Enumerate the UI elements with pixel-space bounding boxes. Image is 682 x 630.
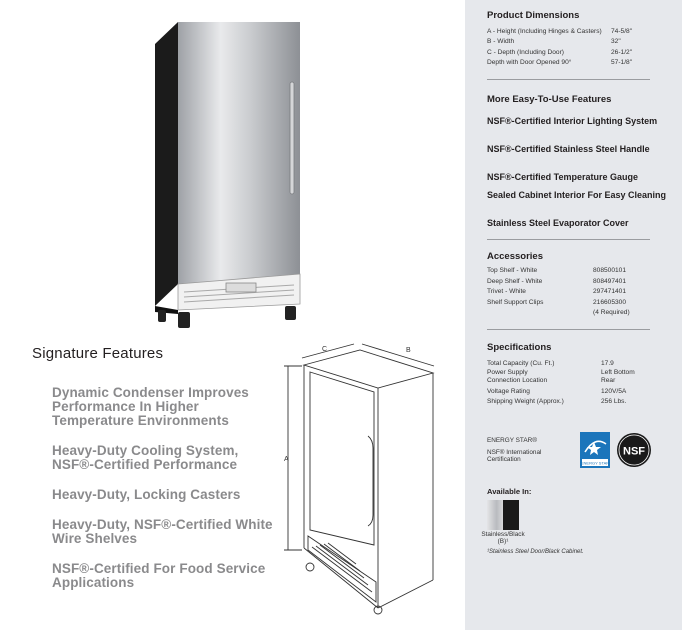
accessory-row xyxy=(487,308,645,319)
finish-footnote: ¹Stainless Steel Door/Black Cabinet. xyxy=(487,549,584,555)
spec-row xyxy=(487,369,657,378)
dimension-value: 32" xyxy=(611,38,621,46)
dimension-value: 26-1/2" xyxy=(611,48,633,56)
dimension-label: A - Height (Including Hinges & Casters) xyxy=(487,28,602,35)
accessory-note: (4 Required) xyxy=(593,309,630,317)
nsf-logo-text: NSF xyxy=(623,445,645,458)
accessory-part-number: 808497401 xyxy=(593,277,627,285)
spec-value: 120V/5A xyxy=(601,387,627,395)
easy-feature-item: NSF®-Certified Interior Lighting System xyxy=(487,116,658,126)
spec-label: Total Capacity (Cu. Ft.) xyxy=(487,360,555,367)
spec-value: Left Bottom xyxy=(601,368,635,376)
accessory-row xyxy=(487,266,645,277)
finish-caption xyxy=(478,531,528,546)
feature-item: Heavy-Duty, NSF®-Certified White Wire Shelves xyxy=(52,517,273,546)
dimension-row xyxy=(487,58,657,68)
dimension-label-b: B xyxy=(406,347,411,354)
spec-label: Connection Location xyxy=(487,377,548,385)
freezer-product-photo xyxy=(150,16,310,334)
accessory-part-number: 808500101 xyxy=(593,267,627,274)
dimensions-table xyxy=(487,27,657,69)
nsf-label-line1: NSF® International xyxy=(487,449,542,456)
specifications-table xyxy=(487,360,657,407)
accessory-row xyxy=(487,287,645,298)
nsf-label-line2: Certification xyxy=(487,456,521,463)
feature-item: Dynamic Condenser Improves Performance In Higher Temperature Environments xyxy=(52,385,249,428)
spec-row xyxy=(487,398,657,407)
spec-value: 256 Lbs. xyxy=(601,398,627,406)
dimension-value: 57-1/8" xyxy=(611,59,633,67)
accessory-label: Shelf Support Clips xyxy=(487,298,544,306)
feature-item: Heavy-Duty, Locking Casters xyxy=(52,487,241,502)
divider xyxy=(487,239,650,240)
spec-row xyxy=(487,377,657,386)
energy-star-logo xyxy=(580,432,610,468)
spec-label: Power Supply xyxy=(487,368,528,376)
spec-value: Rear xyxy=(601,377,616,385)
spec-label: Shipping Weight (Approx.) xyxy=(487,398,564,406)
dimension-row xyxy=(487,37,657,47)
product-dimensions-title: Product Dimensions xyxy=(487,10,580,21)
spec-value: 17.9 xyxy=(601,360,614,367)
finish-swatch xyxy=(487,500,519,530)
signature-features-list xyxy=(52,386,282,606)
easy-feature-item: NSF®-Certified Stainless Steel Handle xyxy=(487,144,650,154)
accessory-row xyxy=(487,277,645,288)
dimension-label: C - Depth (Including Door) xyxy=(487,48,564,56)
specifications-title: Specifications xyxy=(487,342,552,353)
accessory-label: Deep Shelf - White xyxy=(487,277,543,285)
dimension-label-a: A xyxy=(284,456,289,463)
divider xyxy=(487,329,650,330)
dimension-value: 74-5/8" xyxy=(611,28,633,35)
easy-feature-item: NSF®-Certified Temperature Gauge xyxy=(487,172,638,182)
dimension-row xyxy=(487,48,657,58)
accessory-part-number: 297471401 xyxy=(593,288,627,296)
finish-caption-line2: (B)¹ xyxy=(497,538,509,546)
spec-label: Voltage Rating xyxy=(487,387,530,395)
accessory-row xyxy=(487,298,645,309)
black-swatch xyxy=(503,500,519,530)
spec-row xyxy=(487,360,657,369)
easy-feature-item: Stainless Steel Evaporator Cover xyxy=(487,218,629,228)
feature-item: Heavy-Duty Cooling System, NSF®-Certified Performance xyxy=(52,443,239,472)
divider xyxy=(487,79,650,80)
feature-item: NSF®-Certified For Food Service Applications xyxy=(52,561,266,590)
easy-feature-item: Sealed Cabinet Interior For Easy Cleaning xyxy=(487,190,667,200)
accessory-label: Trivet - White xyxy=(487,288,526,296)
accessory-part-number: 216605300 xyxy=(593,298,627,306)
stainless-swatch xyxy=(487,500,503,530)
available-in-title: Available In: xyxy=(487,487,532,496)
accessories-table xyxy=(487,266,645,319)
dimension-line-diagram xyxy=(278,340,456,615)
finish-caption-line1: Stainless/Black xyxy=(481,531,525,538)
accessories-title: Accessories xyxy=(487,251,543,262)
energy-star-label: ENERGY STAR® xyxy=(487,437,537,444)
energy-star-logo-text: ENERGY STAR xyxy=(580,460,610,466)
easy-features-title: More Easy-To-Use Features xyxy=(487,94,612,105)
nsf-logo xyxy=(616,432,652,468)
dimension-label-c: C xyxy=(322,346,328,353)
dimension-label: B - Width xyxy=(487,38,515,46)
signature-features-title: Signature Features xyxy=(32,345,164,362)
spec-row xyxy=(487,388,657,397)
accessory-label: Top Shelf - White xyxy=(487,267,538,274)
dimension-row xyxy=(487,27,657,37)
dimension-label: Depth with Door Opened 90° xyxy=(487,59,572,67)
